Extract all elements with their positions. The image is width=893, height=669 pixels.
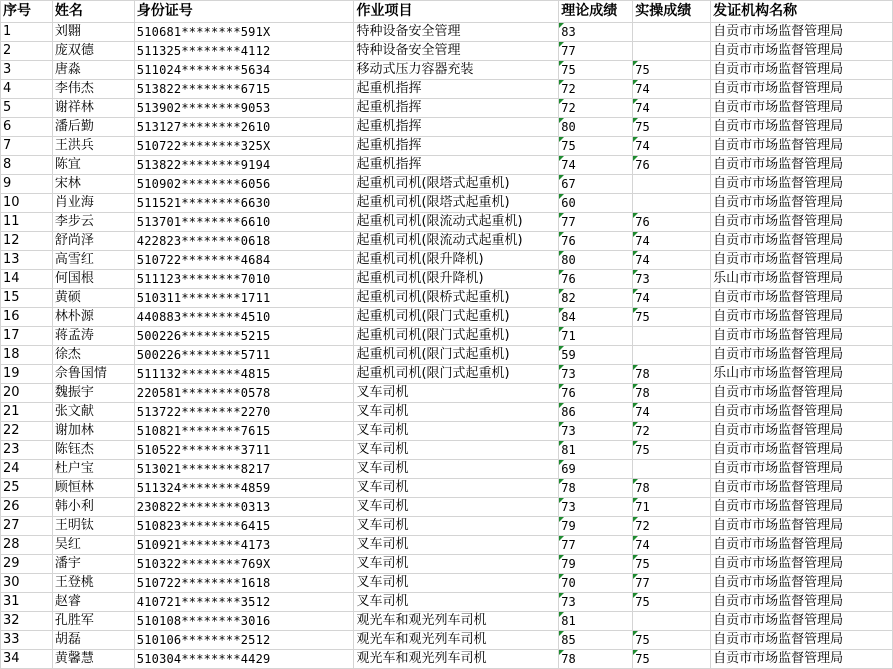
cell-theory-score[interactable]: 82 bbox=[559, 289, 633, 308]
table-row bbox=[1, 213, 893, 232]
cell-work-item[interactable]: 特种设备安全管理 bbox=[354, 23, 559, 42]
cell-index[interactable]: 12 bbox=[1, 232, 53, 251]
cell-name[interactable]: 王明钛 bbox=[52, 517, 134, 536]
cell-practical-score[interactable]: 76 bbox=[633, 156, 711, 175]
cell-id-number[interactable]: 510722********325X bbox=[134, 137, 354, 156]
cell-issuing-authority[interactable]: 自贡市市场监督管理局 bbox=[711, 536, 893, 555]
cell-id-number[interactable]: 511132********4815 bbox=[134, 365, 354, 384]
cell-work-item[interactable]: 观光车和观光列车司机 bbox=[354, 631, 559, 650]
cell-issuing-authority[interactable]: 自贡市市场监督管理局 bbox=[711, 23, 893, 42]
cell-practical-score[interactable]: 78 bbox=[633, 365, 711, 384]
table-row bbox=[1, 175, 893, 194]
cell-index[interactable]: 5 bbox=[1, 99, 53, 118]
cell-practical-score[interactable] bbox=[633, 460, 711, 479]
cell-theory-score[interactable]: 78 bbox=[559, 650, 633, 669]
cell-index[interactable]: 13 bbox=[1, 251, 53, 270]
cell-id-number[interactable]: 510311********1711 bbox=[134, 289, 354, 308]
cell-practical-score[interactable]: 74 bbox=[633, 289, 711, 308]
cell-index[interactable]: 8 bbox=[1, 156, 53, 175]
cell-issuing-authority[interactable]: 自贡市市场监督管理局 bbox=[711, 61, 893, 80]
cell-work-item[interactable]: 起重机指挥 bbox=[354, 156, 559, 175]
cell-theory-score[interactable]: 79 bbox=[559, 555, 633, 574]
cell-issuing-authority[interactable]: 乐山市市场监督管理局 bbox=[711, 365, 893, 384]
cell-id-number[interactable]: 511521********6630 bbox=[134, 194, 354, 213]
cell-work-item[interactable]: 起重机指挥 bbox=[354, 99, 559, 118]
table-row bbox=[1, 251, 893, 270]
header-issuing-authority[interactable]: 发证机构名称 bbox=[711, 1, 893, 23]
cell-work-item[interactable]: 叉车司机 bbox=[354, 593, 559, 612]
cell-theory-score[interactable]: 74 bbox=[559, 156, 633, 175]
header-practical-score[interactable]: 实操成绩 bbox=[633, 1, 711, 23]
cell-name[interactable]: 谢祥林 bbox=[52, 99, 134, 118]
cell-practical-score[interactable]: 74 bbox=[633, 80, 711, 99]
cell-id-number[interactable]: 510722********1618 bbox=[134, 574, 354, 593]
cell-theory-score[interactable]: 60 bbox=[559, 194, 633, 213]
cell-practical-score[interactable] bbox=[633, 175, 711, 194]
cell-name[interactable]: 庞双德 bbox=[52, 42, 134, 61]
table-row bbox=[1, 346, 893, 365]
cell-practical-score[interactable]: 76 bbox=[633, 213, 711, 232]
cell-index[interactable]: 33 bbox=[1, 631, 53, 650]
cell-id-number[interactable]: 511325********4112 bbox=[134, 42, 354, 61]
cell-name[interactable]: 李伟杰 bbox=[52, 80, 134, 99]
cell-practical-score[interactable] bbox=[633, 346, 711, 365]
cell-id-number[interactable]: 513021********8217 bbox=[134, 460, 354, 479]
table-row bbox=[1, 80, 893, 99]
cell-id-number[interactable]: 511024********5634 bbox=[134, 61, 354, 80]
cell-theory-score[interactable]: 77 bbox=[559, 42, 633, 61]
cell-work-item[interactable]: 起重机指挥 bbox=[354, 80, 559, 99]
cell-work-item[interactable]: 叉车司机 bbox=[354, 441, 559, 460]
table-row bbox=[1, 612, 893, 631]
cell-id-number[interactable]: 510722********4684 bbox=[134, 251, 354, 270]
cell-index[interactable]: 31 bbox=[1, 593, 53, 612]
cell-practical-score[interactable]: 78 bbox=[633, 384, 711, 403]
header-work-item[interactable]: 作业项目 bbox=[354, 1, 559, 23]
cell-id-number[interactable]: 511123********7010 bbox=[134, 270, 354, 289]
table-row bbox=[1, 479, 893, 498]
cell-practical-score[interactable]: 72 bbox=[633, 422, 711, 441]
cell-id-number[interactable]: 513822********9194 bbox=[134, 156, 354, 175]
cell-theory-score[interactable]: 76 bbox=[559, 270, 633, 289]
cell-theory-score[interactable]: 80 bbox=[559, 251, 633, 270]
cell-index[interactable]: 17 bbox=[1, 327, 53, 346]
cell-index[interactable]: 27 bbox=[1, 517, 53, 536]
cell-issuing-authority[interactable]: 自贡市市场监督管理局 bbox=[711, 650, 893, 669]
table-row bbox=[1, 232, 893, 251]
cell-id-number[interactable]: 510304********4429 bbox=[134, 650, 354, 669]
cell-work-item[interactable]: 移动式压力容器充装 bbox=[354, 61, 559, 80]
table-row bbox=[1, 574, 893, 593]
cell-name[interactable]: 陈钰杰 bbox=[52, 441, 134, 460]
cell-name[interactable]: 林朴源 bbox=[52, 308, 134, 327]
cell-issuing-authority[interactable]: 自贡市市场监督管理局 bbox=[711, 42, 893, 61]
cell-practical-score[interactable]: 71 bbox=[633, 498, 711, 517]
cell-work-item[interactable]: 起重机司机(限桥式起重机) bbox=[354, 289, 559, 308]
cell-id-number[interactable]: 510921********4173 bbox=[134, 536, 354, 555]
cell-id-number[interactable]: 510522********3711 bbox=[134, 441, 354, 460]
cell-work-item[interactable]: 叉车司机 bbox=[354, 574, 559, 593]
cell-theory-score[interactable]: 86 bbox=[559, 403, 633, 422]
header-id-number[interactable]: 身份证号 bbox=[134, 1, 354, 23]
cell-index[interactable]: 23 bbox=[1, 441, 53, 460]
table-row bbox=[1, 23, 893, 42]
cell-index[interactable]: 15 bbox=[1, 289, 53, 308]
cell-name[interactable]: 顾恒林 bbox=[52, 479, 134, 498]
table-row bbox=[1, 384, 893, 403]
cell-work-item[interactable]: 起重机司机(限流动式起重机) bbox=[354, 213, 559, 232]
cell-work-item[interactable]: 起重机司机(限门式起重机) bbox=[354, 308, 559, 327]
cell-theory-score[interactable]: 69 bbox=[559, 460, 633, 479]
cell-name[interactable]: 张文献 bbox=[52, 403, 134, 422]
table-row bbox=[1, 422, 893, 441]
cell-name[interactable]: 唐淼 bbox=[52, 61, 134, 80]
cell-id-number[interactable]: 510823********6415 bbox=[134, 517, 354, 536]
cell-theory-score[interactable]: 70 bbox=[559, 574, 633, 593]
cell-id-number[interactable]: 422823********0618 bbox=[134, 232, 354, 251]
cell-work-item[interactable]: 叉车司机 bbox=[354, 498, 559, 517]
cell-work-item[interactable]: 起重机司机(限塔式起重机) bbox=[354, 175, 559, 194]
cell-work-item[interactable]: 起重机指挥 bbox=[354, 137, 559, 156]
cell-id-number[interactable]: 510821********7615 bbox=[134, 422, 354, 441]
cell-index[interactable]: 7 bbox=[1, 137, 53, 156]
cell-practical-score[interactable]: 75 bbox=[633, 631, 711, 650]
cell-index[interactable]: 9 bbox=[1, 175, 53, 194]
cell-theory-score[interactable]: 78 bbox=[559, 479, 633, 498]
cell-issuing-authority[interactable]: 自贡市市场监督管理局 bbox=[711, 194, 893, 213]
cell-work-item[interactable]: 起重机司机(限门式起重机) bbox=[354, 346, 559, 365]
cell-work-item[interactable]: 叉车司机 bbox=[354, 536, 559, 555]
cell-theory-score[interactable]: 77 bbox=[559, 213, 633, 232]
cell-practical-score[interactable]: 74 bbox=[633, 403, 711, 422]
cell-theory-score[interactable]: 79 bbox=[559, 517, 633, 536]
cell-practical-score[interactable]: 78 bbox=[633, 479, 711, 498]
cell-name[interactable]: 佘鲁国情 bbox=[52, 365, 134, 384]
cell-practical-score[interactable]: 75 bbox=[633, 650, 711, 669]
cell-issuing-authority[interactable]: 自贡市市场监督管理局 bbox=[711, 232, 893, 251]
cell-index[interactable]: 2 bbox=[1, 42, 53, 61]
table-row bbox=[1, 194, 893, 213]
cell-id-number[interactable]: 510322********769X bbox=[134, 555, 354, 574]
cell-index[interactable]: 30 bbox=[1, 574, 53, 593]
cell-id-number[interactable]: 230822********0313 bbox=[134, 498, 354, 517]
cell-practical-score[interactable]: 75 bbox=[633, 308, 711, 327]
table-row bbox=[1, 118, 893, 137]
cell-name[interactable]: 胡磊 bbox=[52, 631, 134, 650]
cell-index[interactable]: 10 bbox=[1, 194, 53, 213]
cell-theory-score[interactable]: 76 bbox=[559, 232, 633, 251]
cell-name[interactable]: 谢加林 bbox=[52, 422, 134, 441]
cell-practical-score[interactable]: 74 bbox=[633, 536, 711, 555]
table-row bbox=[1, 99, 893, 118]
cell-theory-score[interactable]: 77 bbox=[559, 536, 633, 555]
cell-name[interactable]: 杜户宝 bbox=[52, 460, 134, 479]
cell-work-item[interactable]: 叉车司机 bbox=[354, 555, 559, 574]
table-row bbox=[1, 365, 893, 384]
cell-name[interactable]: 潘后勤 bbox=[52, 118, 134, 137]
table-row bbox=[1, 270, 893, 289]
cell-id-number[interactable]: 513127********2610 bbox=[134, 118, 354, 137]
cell-theory-score[interactable]: 59 bbox=[559, 346, 633, 365]
cell-issuing-authority[interactable]: 自贡市市场监督管理局 bbox=[711, 422, 893, 441]
cell-name[interactable]: 何国根 bbox=[52, 270, 134, 289]
cell-work-item[interactable]: 起重机指挥 bbox=[354, 118, 559, 137]
cell-theory-score[interactable]: 80 bbox=[559, 118, 633, 137]
cell-index[interactable]: 3 bbox=[1, 61, 53, 80]
cell-issuing-authority[interactable]: 自贡市市场监督管理局 bbox=[711, 213, 893, 232]
cell-work-item[interactable]: 起重机司机(限门式起重机) bbox=[354, 365, 559, 384]
cell-index[interactable]: 24 bbox=[1, 460, 53, 479]
header-theory-score[interactable]: 理论成绩 bbox=[559, 1, 633, 23]
cell-index[interactable]: 28 bbox=[1, 536, 53, 555]
cell-id-number[interactable]: 510108********3016 bbox=[134, 612, 354, 631]
cell-work-item[interactable]: 叉车司机 bbox=[354, 403, 559, 422]
table-row bbox=[1, 460, 893, 479]
cell-name[interactable]: 孔胜军 bbox=[52, 612, 134, 631]
cell-theory-score[interactable]: 67 bbox=[559, 175, 633, 194]
cell-name[interactable]: 徐杰 bbox=[52, 346, 134, 365]
cell-theory-score[interactable]: 75 bbox=[559, 61, 633, 80]
cell-index[interactable]: 32 bbox=[1, 612, 53, 631]
cell-work-item[interactable]: 叉车司机 bbox=[354, 460, 559, 479]
cell-issuing-authority[interactable]: 自贡市市场监督管理局 bbox=[711, 137, 893, 156]
cell-name[interactable]: 高雪红 bbox=[52, 251, 134, 270]
cell-name[interactable]: 宋林 bbox=[52, 175, 134, 194]
cell-issuing-authority[interactable]: 自贡市市场监督管理局 bbox=[711, 517, 893, 536]
cell-id-number[interactable]: 511324********4859 bbox=[134, 479, 354, 498]
cell-index[interactable]: 6 bbox=[1, 118, 53, 137]
cell-issuing-authority[interactable]: 自贡市市场监督管理局 bbox=[711, 99, 893, 118]
cell-practical-score[interactable]: 75 bbox=[633, 555, 711, 574]
cell-work-item[interactable]: 起重机司机(限门式起重机) bbox=[354, 327, 559, 346]
cell-issuing-authority[interactable]: 自贡市市场监督管理局 bbox=[711, 593, 893, 612]
cell-practical-score[interactable]: 75 bbox=[633, 593, 711, 612]
table-row bbox=[1, 308, 893, 327]
cell-id-number[interactable]: 500226********5215 bbox=[134, 327, 354, 346]
cell-name[interactable]: 韩小利 bbox=[52, 498, 134, 517]
cell-name[interactable]: 蒋孟涛 bbox=[52, 327, 134, 346]
table-row bbox=[1, 593, 893, 612]
cell-practical-score[interactable]: 77 bbox=[633, 574, 711, 593]
cell-name[interactable]: 赵睿 bbox=[52, 593, 134, 612]
cell-practical-score[interactable] bbox=[633, 327, 711, 346]
cell-issuing-authority[interactable]: 自贡市市场监督管理局 bbox=[711, 327, 893, 346]
cell-theory-score[interactable]: 75 bbox=[559, 137, 633, 156]
table-row bbox=[1, 498, 893, 517]
cell-work-item[interactable]: 起重机司机(限升降机) bbox=[354, 251, 559, 270]
table-row bbox=[1, 536, 893, 555]
cell-practical-score[interactable]: 75 bbox=[633, 118, 711, 137]
cell-practical-score[interactable]: 75 bbox=[633, 61, 711, 80]
table-row bbox=[1, 555, 893, 574]
cell-practical-score[interactable] bbox=[633, 42, 711, 61]
cell-id-number[interactable]: 510681********591X bbox=[134, 23, 354, 42]
cell-id-number[interactable]: 410721********3512 bbox=[134, 593, 354, 612]
cell-work-item[interactable]: 起重机司机(限流动式起重机) bbox=[354, 232, 559, 251]
cell-id-number[interactable]: 513701********6610 bbox=[134, 213, 354, 232]
cell-id-number[interactable]: 220581********0578 bbox=[134, 384, 354, 403]
cell-issuing-authority[interactable]: 自贡市市场监督管理局 bbox=[711, 251, 893, 270]
table-row bbox=[1, 631, 893, 650]
cell-id-number[interactable]: 513902********9053 bbox=[134, 99, 354, 118]
cell-practical-score[interactable]: 74 bbox=[633, 251, 711, 270]
cell-theory-score[interactable]: 73 bbox=[559, 422, 633, 441]
cell-issuing-authority[interactable]: 自贡市市场监督管理局 bbox=[711, 346, 893, 365]
cell-issuing-authority[interactable]: 自贡市市场监督管理局 bbox=[711, 441, 893, 460]
cell-index[interactable]: 20 bbox=[1, 384, 53, 403]
cell-index[interactable]: 19 bbox=[1, 365, 53, 384]
cell-name[interactable]: 潘宇 bbox=[52, 555, 134, 574]
cell-index[interactable]: 18 bbox=[1, 346, 53, 365]
cell-theory-score[interactable]: 73 bbox=[559, 593, 633, 612]
cell-name[interactable]: 黄馨慧 bbox=[52, 650, 134, 669]
cell-issuing-authority[interactable]: 自贡市市场监督管理局 bbox=[711, 80, 893, 99]
cell-name[interactable]: 黄硕 bbox=[52, 289, 134, 308]
cell-name[interactable]: 陈宜 bbox=[52, 156, 134, 175]
cell-theory-score[interactable]: 73 bbox=[559, 365, 633, 384]
cell-practical-score[interactable]: 74 bbox=[633, 232, 711, 251]
table-row bbox=[1, 289, 893, 308]
cell-work-item[interactable]: 叉车司机 bbox=[354, 422, 559, 441]
cell-id-number[interactable]: 440883********4510 bbox=[134, 308, 354, 327]
cell-index[interactable]: 34 bbox=[1, 650, 53, 669]
cell-theory-score[interactable]: 73 bbox=[559, 498, 633, 517]
cell-issuing-authority[interactable]: 自贡市市场监督管理局 bbox=[711, 384, 893, 403]
cell-issuing-authority[interactable]: 自贡市市场监督管理局 bbox=[711, 498, 893, 517]
cell-work-item[interactable]: 观光车和观光列车司机 bbox=[354, 612, 559, 631]
cell-theory-score[interactable]: 83 bbox=[559, 23, 633, 42]
cell-issuing-authority[interactable]: 乐山市市场监督管理局 bbox=[711, 270, 893, 289]
cell-theory-score[interactable]: 72 bbox=[559, 80, 633, 99]
cell-name[interactable]: 吴红 bbox=[52, 536, 134, 555]
cell-index[interactable]: 25 bbox=[1, 479, 53, 498]
cell-work-item[interactable]: 叉车司机 bbox=[354, 384, 559, 403]
cell-issuing-authority[interactable]: 自贡市市场监督管理局 bbox=[711, 574, 893, 593]
cell-theory-score[interactable]: 72 bbox=[559, 99, 633, 118]
cell-name[interactable]: 李步云 bbox=[52, 213, 134, 232]
cell-practical-score[interactable] bbox=[633, 612, 711, 631]
cell-work-item[interactable]: 观光车和观光列车司机 bbox=[354, 650, 559, 669]
cell-index[interactable]: 22 bbox=[1, 422, 53, 441]
cell-work-item[interactable]: 特种设备安全管理 bbox=[354, 42, 559, 61]
cell-issuing-authority[interactable]: 自贡市市场监督管理局 bbox=[711, 555, 893, 574]
cell-theory-score[interactable]: 81 bbox=[559, 612, 633, 631]
cell-index[interactable]: 21 bbox=[1, 403, 53, 422]
cell-practical-score[interactable]: 73 bbox=[633, 270, 711, 289]
cell-index[interactable]: 14 bbox=[1, 270, 53, 289]
cell-name[interactable]: 魏振宇 bbox=[52, 384, 134, 403]
cell-practical-score[interactable]: 75 bbox=[633, 441, 711, 460]
table-row bbox=[1, 441, 893, 460]
cell-practical-score[interactable]: 74 bbox=[633, 137, 711, 156]
cell-issuing-authority[interactable]: 自贡市市场监督管理局 bbox=[711, 289, 893, 308]
header-name[interactable]: 姓名 bbox=[52, 1, 134, 23]
cell-theory-score[interactable]: 76 bbox=[559, 384, 633, 403]
cell-id-number[interactable]: 510902********6056 bbox=[134, 175, 354, 194]
cell-index[interactable]: 29 bbox=[1, 555, 53, 574]
cell-index[interactable]: 16 bbox=[1, 308, 53, 327]
table-row bbox=[1, 156, 893, 175]
cell-id-number[interactable]: 513822********6715 bbox=[134, 80, 354, 99]
table-row bbox=[1, 42, 893, 61]
cell-issuing-authority[interactable]: 自贡市市场监督管理局 bbox=[711, 479, 893, 498]
cell-work-item[interactable]: 叉车司机 bbox=[354, 517, 559, 536]
cell-practical-score[interactable] bbox=[633, 23, 711, 42]
cell-index[interactable]: 11 bbox=[1, 213, 53, 232]
table-row bbox=[1, 517, 893, 536]
cell-practical-score[interactable] bbox=[633, 194, 711, 213]
cell-work-item[interactable]: 起重机司机(限塔式起重机) bbox=[354, 194, 559, 213]
cell-issuing-authority[interactable]: 自贡市市场监督管理局 bbox=[711, 460, 893, 479]
table-row bbox=[1, 403, 893, 422]
cell-practical-score[interactable]: 72 bbox=[633, 517, 711, 536]
header-index[interactable]: 序号 bbox=[1, 1, 53, 23]
cell-issuing-authority[interactable]: 自贡市市场监督管理局 bbox=[711, 631, 893, 650]
cell-name[interactable]: 王洪兵 bbox=[52, 137, 134, 156]
cell-issuing-authority[interactable]: 自贡市市场监督管理局 bbox=[711, 612, 893, 631]
table-row bbox=[1, 137, 893, 156]
cell-practical-score[interactable]: 74 bbox=[633, 99, 711, 118]
cell-theory-score[interactable]: 84 bbox=[559, 308, 633, 327]
cell-issuing-authority[interactable]: 自贡市市场监督管理局 bbox=[711, 156, 893, 175]
cell-issuing-authority[interactable]: 自贡市市场监督管理局 bbox=[711, 403, 893, 422]
table-row bbox=[1, 61, 893, 80]
cell-name[interactable]: 肖业海 bbox=[52, 194, 134, 213]
cell-issuing-authority[interactable]: 自贡市市场监督管理局 bbox=[711, 175, 893, 194]
cell-name[interactable]: 舒尚泽 bbox=[52, 232, 134, 251]
cell-name[interactable]: 刘翾 bbox=[52, 23, 134, 42]
header-row bbox=[1, 1, 893, 23]
cell-id-number[interactable]: 500226********5711 bbox=[134, 346, 354, 365]
cell-issuing-authority[interactable]: 自贡市市场监督管理局 bbox=[711, 118, 893, 137]
cell-index[interactable]: 4 bbox=[1, 80, 53, 99]
cell-id-number[interactable]: 513722********2270 bbox=[134, 403, 354, 422]
cell-work-item[interactable]: 叉车司机 bbox=[354, 479, 559, 498]
cell-theory-score[interactable]: 85 bbox=[559, 631, 633, 650]
cell-theory-score[interactable]: 81 bbox=[559, 441, 633, 460]
cell-index[interactable]: 1 bbox=[1, 23, 53, 42]
cell-work-item[interactable]: 起重机司机(限升降机) bbox=[354, 270, 559, 289]
cell-name[interactable]: 王登桃 bbox=[52, 574, 134, 593]
cell-index[interactable]: 26 bbox=[1, 498, 53, 517]
cell-issuing-authority[interactable]: 自贡市市场监督管理局 bbox=[711, 308, 893, 327]
cell-theory-score[interactable]: 71 bbox=[559, 327, 633, 346]
table-row bbox=[1, 327, 893, 346]
cell-id-number[interactable]: 510106********2512 bbox=[134, 631, 354, 650]
